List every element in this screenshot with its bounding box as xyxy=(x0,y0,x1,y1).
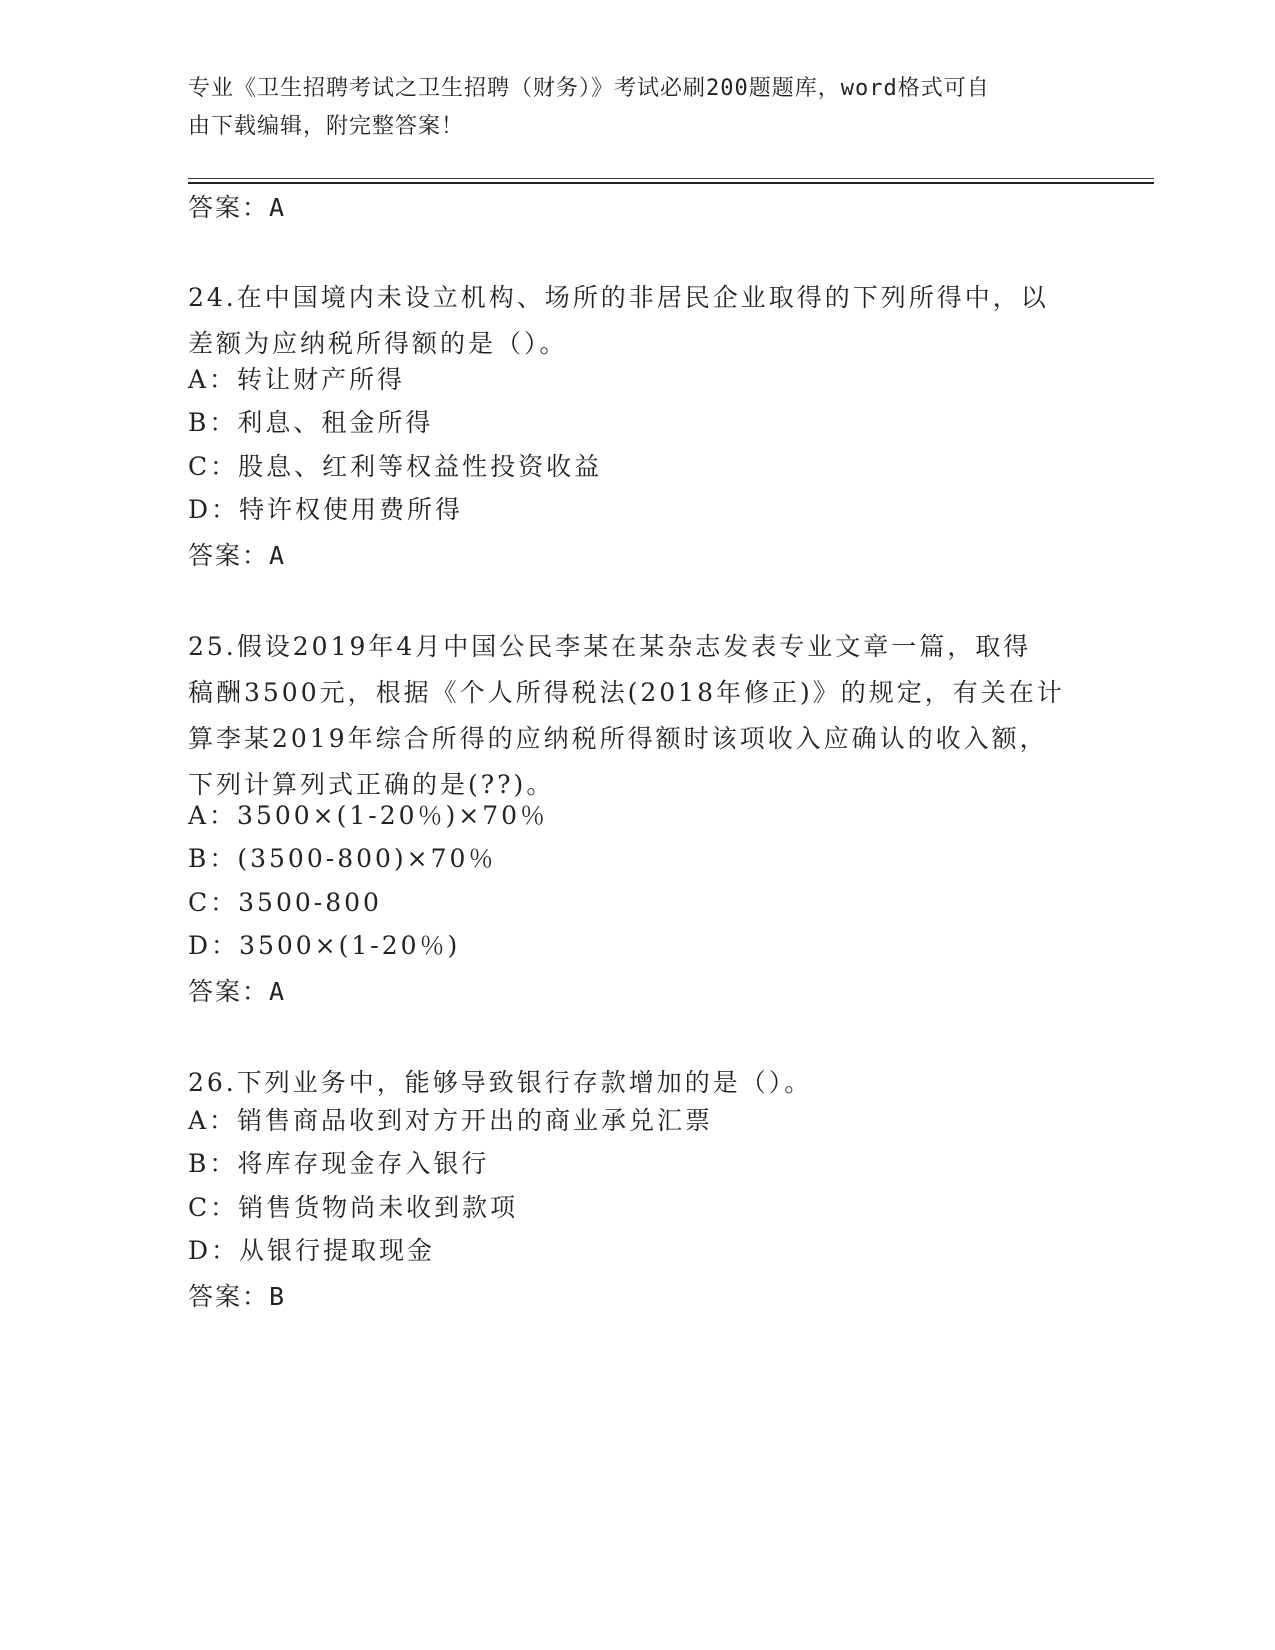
header-line-1: 专业《卫生招聘考试之卫生招聘（财务）》考试必刷200题题库，word格式可自 xyxy=(188,76,990,101)
option-a: A：转让财产所得 xyxy=(188,365,406,394)
option-d: D：3500×(1-20％) xyxy=(188,931,461,960)
question-line: 26.下列业务中，能够导致银行存款增加的是（）。 xyxy=(188,1068,813,1097)
option-d: D：从银行提取现金 xyxy=(188,1236,436,1265)
question-stem xyxy=(188,624,1088,808)
header-divider-thin xyxy=(188,178,1154,179)
answer: 答案：B xyxy=(188,1282,287,1311)
answer: 答案：A xyxy=(188,977,287,1006)
header-divider-thick xyxy=(188,182,1154,184)
option-c: C：3500-800 xyxy=(188,888,382,917)
question-line: 24.在中国境内未设立机构、场所的非居民企业取得的下列所得中，以 xyxy=(188,283,1049,312)
option-c: C：股息、红利等权益性投资收益 xyxy=(188,452,603,481)
answer: 答案：A xyxy=(188,541,287,570)
previous-answer: 答案：A xyxy=(188,193,287,222)
question-line: 下列计算列式正确的是(??)。 xyxy=(188,770,555,799)
option-a: A：销售商品收到对方开出的商业承兑汇票 xyxy=(188,1106,714,1135)
question-line: 稿酬3500元，根据《个人所得税法(2018年修正)》的规定，有关在计 xyxy=(188,678,1065,707)
option-a: A：3500×(1-20％)×70％ xyxy=(188,801,549,830)
header-line-2: 由下载编辑，附完整答案！ xyxy=(188,114,465,139)
option-d: D：特许权使用费所得 xyxy=(188,495,464,524)
question-line: 25.假设2019年4月中国公民李某在某杂志发表专业文章一篇，取得 xyxy=(188,632,1032,661)
question-line: 算李某2019年综合所得的应纳税所得额时该项收入应确认的收入额， xyxy=(188,724,1048,753)
question-stem xyxy=(188,1060,1088,1106)
option-b: B：(3500-800)×70％ xyxy=(188,844,497,873)
option-c: C：销售货物尚未收到款项 xyxy=(188,1193,519,1222)
question-line: 差额为应纳税所得额的是（）。 xyxy=(188,329,568,358)
option-b: B：利息、租金所得 xyxy=(188,408,434,437)
option-b: B：将库存现金存入银行 xyxy=(188,1149,490,1178)
question-stem xyxy=(188,275,1088,367)
document-header xyxy=(188,70,1088,146)
